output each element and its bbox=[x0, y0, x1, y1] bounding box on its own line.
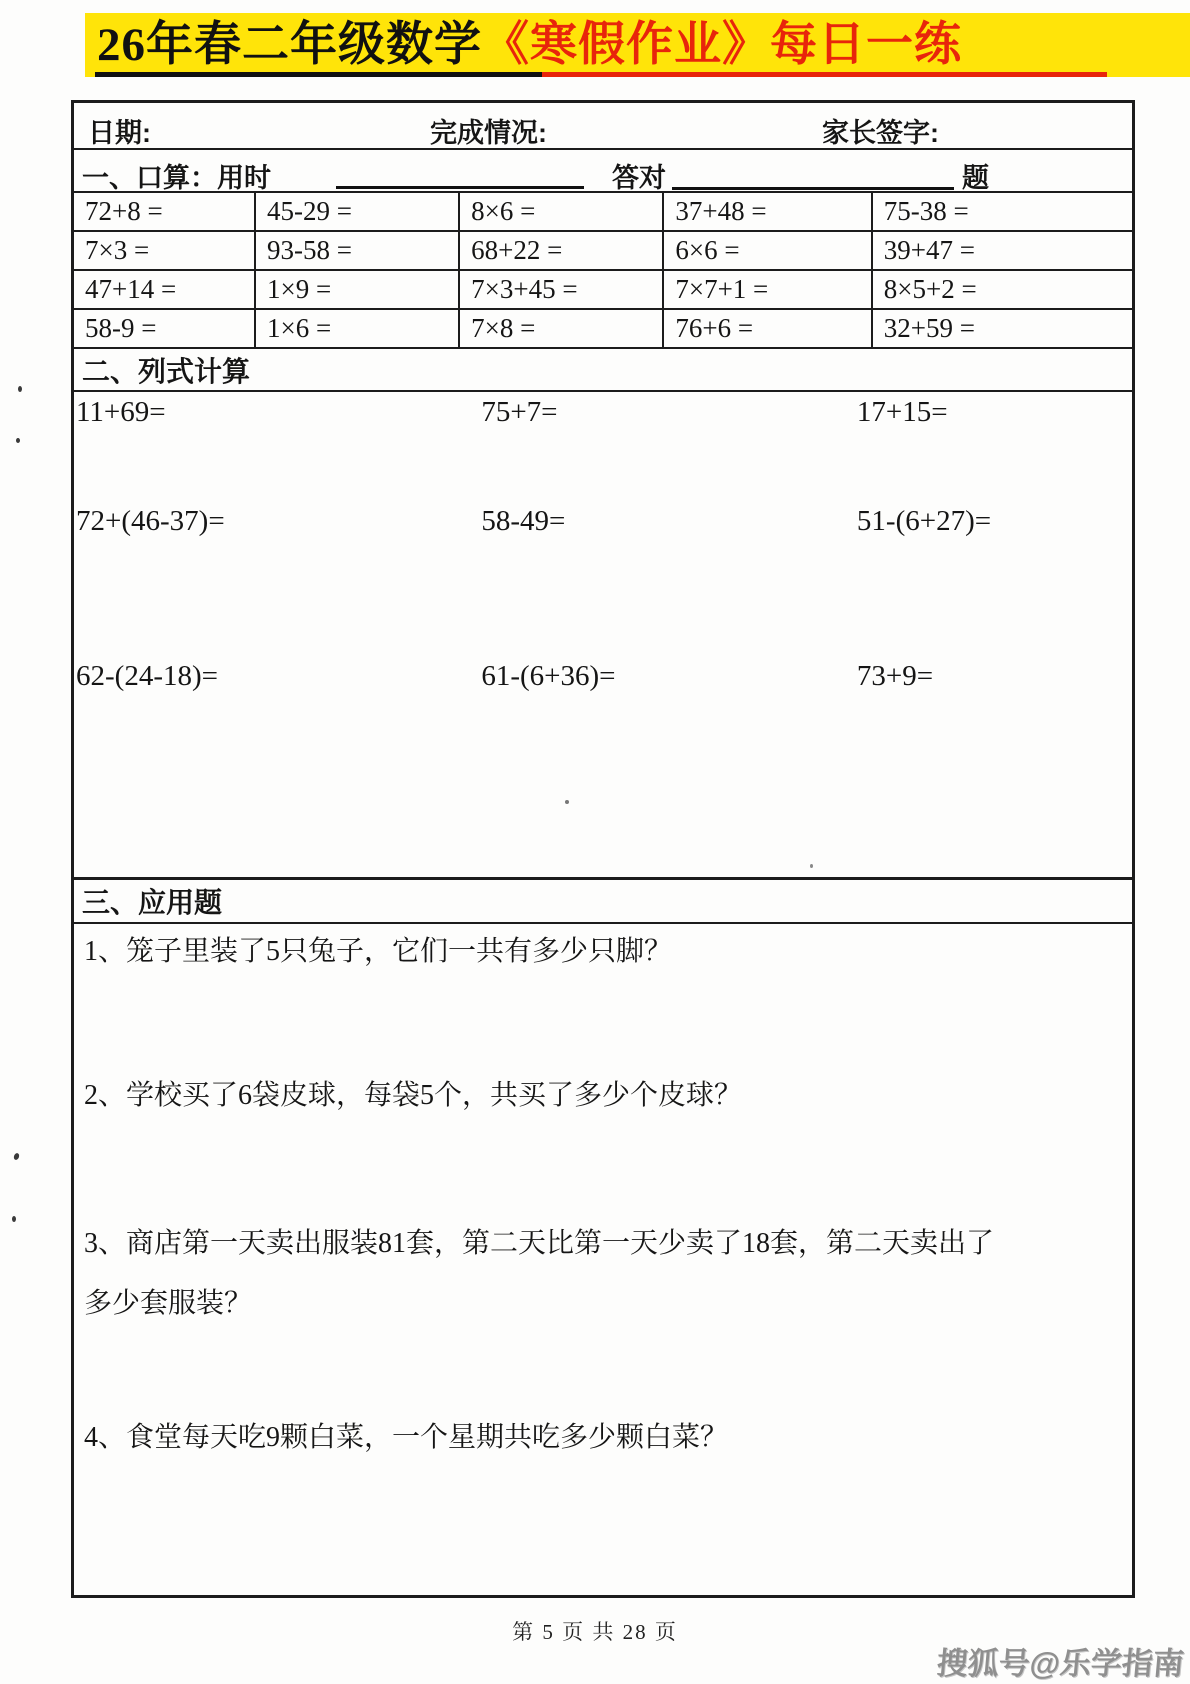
oral-grid-row bbox=[74, 193, 1132, 232]
title-underline-red bbox=[542, 72, 1107, 77]
time-blank-line bbox=[336, 186, 584, 189]
oral-tail-label: 题 bbox=[962, 163, 989, 193]
title-red-part: 《寒假作业》每日一练 bbox=[482, 19, 962, 71]
completion-label: 完成情况: bbox=[430, 118, 547, 148]
oral-problem: 37+48 = bbox=[664, 193, 872, 230]
worksheet-table bbox=[71, 100, 1135, 1598]
oral-problem: 8×6 = bbox=[460, 193, 664, 230]
oral-section-header bbox=[74, 150, 1132, 193]
word-problems-section-header: 三、应用题 bbox=[74, 880, 1132, 924]
oral-problem: 39+47 = bbox=[883, 235, 975, 265]
calc-expression: 11+69= bbox=[76, 396, 166, 428]
oral-problem: 72+8 = bbox=[74, 193, 256, 230]
info-header-row bbox=[74, 103, 1132, 150]
oral-problem: 32+59 = bbox=[883, 313, 975, 343]
page-indicator: 第 5 页 共 28 页 bbox=[512, 1620, 678, 1644]
calc-expression: 51-(6+27)= bbox=[856, 505, 992, 537]
oral-problem: 7×3 = bbox=[74, 232, 256, 269]
title-underline-black bbox=[95, 72, 542, 77]
oral-problem: 6×6 = bbox=[664, 232, 872, 269]
scan-artifact bbox=[810, 864, 813, 868]
signature-label: 家长签字: bbox=[822, 118, 939, 148]
calc-row bbox=[74, 660, 1132, 693]
scan-artifact bbox=[18, 386, 22, 392]
calc-expression: 73+9= bbox=[856, 660, 934, 692]
word-problem-3 bbox=[84, 1224, 1116, 1324]
word-problem-line: 多少套服装？ bbox=[84, 1288, 253, 1319]
oral-problem: 7×8 = bbox=[460, 310, 664, 347]
calc-expression: 17+15= bbox=[856, 396, 948, 428]
scan-artifact bbox=[12, 1216, 16, 1222]
oral-problem: 68+22 = bbox=[460, 232, 664, 269]
word-problem-line: 2、学校买了6袋皮球，每袋5个，共买了多少个皮球？ bbox=[84, 1080, 743, 1111]
calc-row bbox=[74, 396, 1132, 429]
title-banner bbox=[85, 13, 1190, 77]
oral-grid-row bbox=[74, 271, 1132, 310]
scan-artifact bbox=[565, 800, 569, 804]
oral-problem: 76+6 = bbox=[664, 310, 872, 347]
oral-grid-row bbox=[74, 232, 1132, 271]
oral-problem: 47+14 = bbox=[74, 271, 256, 308]
oral-grid-row bbox=[74, 310, 1132, 349]
oral-heading: 一、口算：用时 bbox=[82, 163, 271, 193]
oral-problem: 1×6 = bbox=[256, 310, 460, 347]
oral-problem: 58-9 = bbox=[74, 310, 256, 347]
watermark-souhu: 搜狐号@乐学指南 bbox=[934, 1646, 1186, 1681]
oral-problem: 7×7+1 = bbox=[664, 271, 872, 308]
column-calc-section-header: 二、列式计算 bbox=[74, 349, 1132, 392]
calc-row bbox=[74, 505, 1132, 538]
title-black-part: 26年春二年级数学 bbox=[97, 19, 482, 71]
word-problem-4 bbox=[84, 1418, 1116, 1458]
calc-expression: 61-(6+36)= bbox=[481, 660, 616, 692]
scan-artifact bbox=[13, 1152, 20, 1160]
oral-problem: 93-58 = bbox=[256, 232, 460, 269]
oral-problem: 75-38 = bbox=[883, 196, 969, 226]
word-problems-area bbox=[74, 924, 1132, 1458]
calc-expression: 72+(46-37)= bbox=[76, 505, 225, 537]
oral-problem: 45-29 = bbox=[256, 193, 460, 230]
correct-blank-line bbox=[672, 187, 954, 190]
word-problem-line: 3、商店第一天卖出服装81套，第二天比第一天少卖了18套，第二天卖出了 bbox=[84, 1228, 995, 1259]
calc-expression: 62-(24-18)= bbox=[76, 660, 218, 692]
column-calc-area bbox=[74, 392, 1132, 880]
oral-problem: 1×9 = bbox=[256, 271, 460, 308]
scan-artifact bbox=[16, 438, 20, 443]
oral-correct-label: 答对 bbox=[612, 163, 666, 193]
oral-grid bbox=[74, 193, 1132, 349]
word-problem-line: 1、笼子里装了5只兔子，它们一共有多少只脚？ bbox=[84, 936, 673, 967]
oral-problem: 8×5+2 = bbox=[883, 274, 977, 304]
word-problem-1 bbox=[84, 932, 1116, 972]
word-problem-line: 4、食堂每天吃9颗白菜，一个星期共吃多少颗白菜？ bbox=[84, 1422, 729, 1453]
word-problem-2 bbox=[84, 1076, 1116, 1116]
date-label: 日期: bbox=[88, 118, 151, 148]
oral-problem: 7×3+45 = bbox=[460, 271, 664, 308]
calc-expression: 75+7= bbox=[481, 396, 558, 428]
calc-expression: 58-49= bbox=[481, 505, 566, 537]
